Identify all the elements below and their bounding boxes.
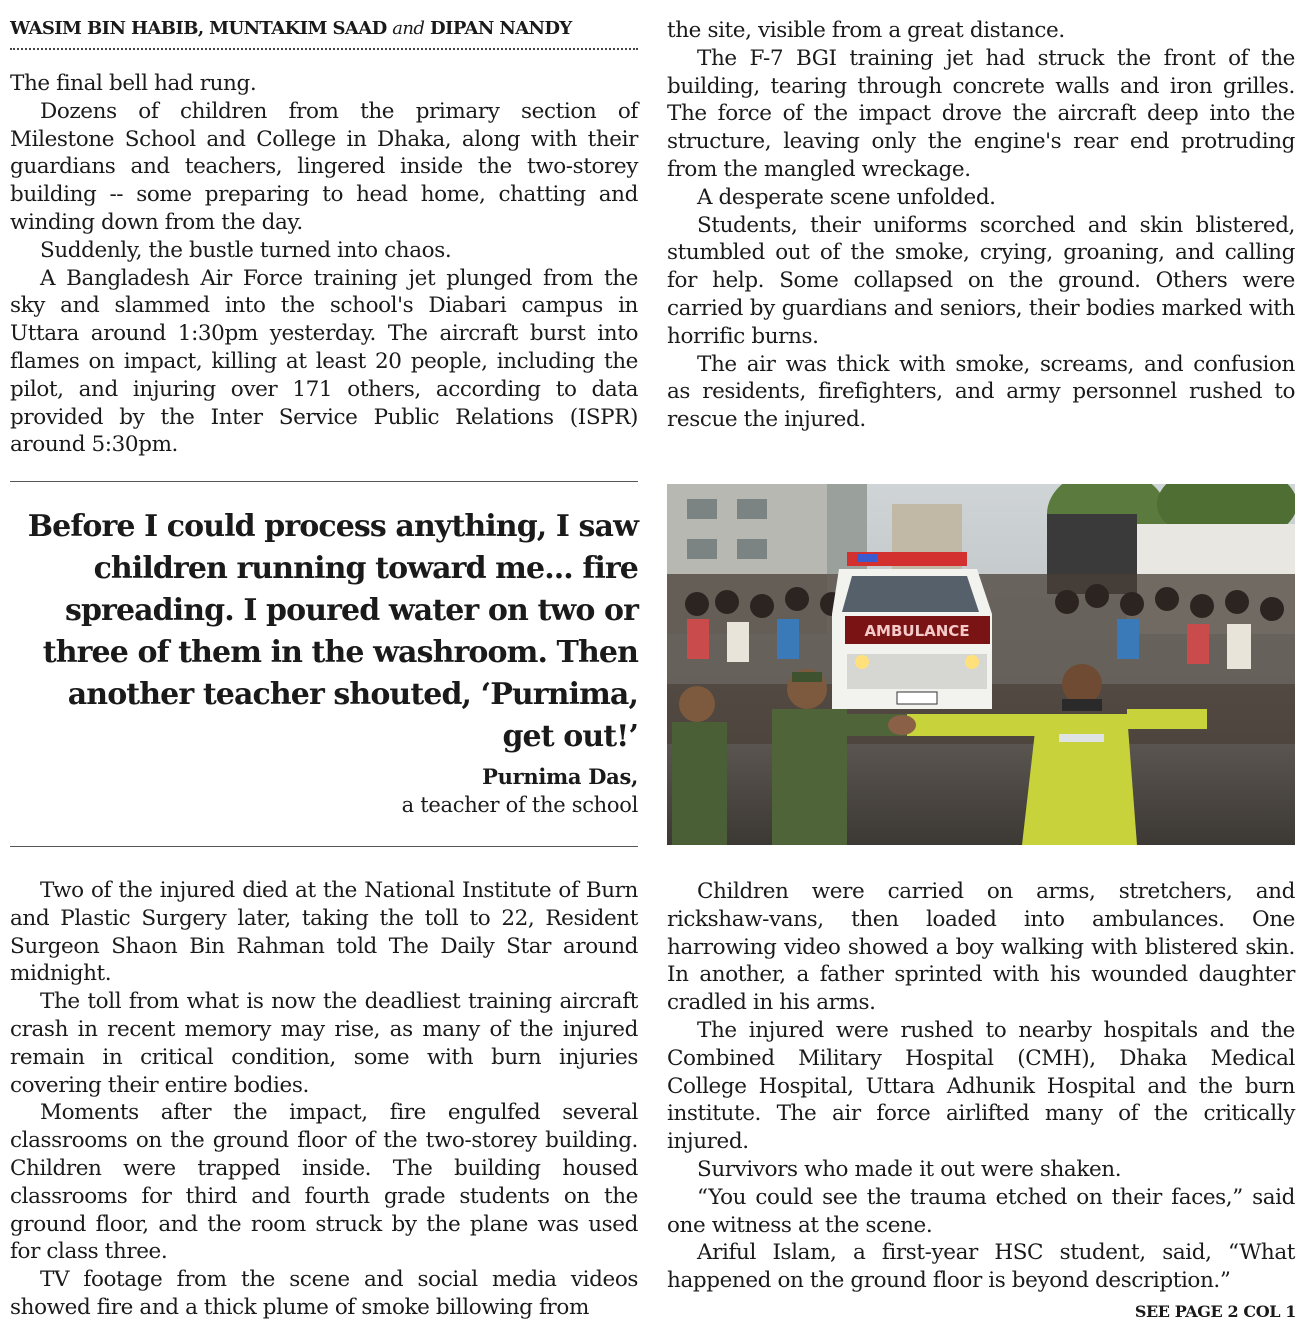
byline-authors-b: DIPAN NANDY <box>430 18 572 39</box>
paragraph: “You could see the trauma etched on their faces,” said one witness at the scene. <box>667 1184 1295 1238</box>
paragraph: Students, their uniforms scorched and skin blistered, stumbled out of the smoke, crying, groaning, and calling for help. Some collapsed on the ground. Others were carried by guardians and seniors, their bodies marked with horrific burns. <box>667 212 1295 349</box>
paragraph: A Bangladesh Air Force training jet plunged from the sky and slammed into the school's Diabari campus in Uttara around 1:30pm yesterday. The aircraft burst into flames on impact, killing at least 20 people, including the pilot, and injuring over 171 others, according to data provided by the Inter Service Public Relations (ISPR) around 5:30pm. <box>10 265 638 458</box>
paragraph: Moments after the impact, fire engulfed several classrooms on the ground floor of the two-storey building. Children were trapped inside. The building housed classrooms for third and fourth grade students on the ground floor, and the room struck by the plane was used for class three. <box>10 1100 638 1265</box>
paragraph: Survivors who made it out were shaken. <box>697 1156 1122 1182</box>
paragraph: The F-7 BGI training jet had struck the front of the building, tearing through concrete walls and iron grilles. The force of the impact drove the aircraft deep into the structure, leaving only the engine's rear end protruding from the mangled wreckage. <box>667 45 1295 182</box>
paragraph: The air was thick with smoke, screams, and confusion as residents, firefighters, and army personnel rushed to rescue the injured. <box>667 351 1295 433</box>
byline <box>10 18 638 50</box>
paragraph: the site, visible from a great distance. <box>667 18 1065 43</box>
photo-ambulance <box>832 552 992 709</box>
paragraph: The injured were rushed to nearby hospitals and the Combined Military Hospital (CMH), Dhaka Medical College Hospital, Uttara Adhunik Hospital and the burn institute. The air force airlifted many of the critically injured. <box>667 1017 1295 1155</box>
photo-ambulance-label: AMBULANCE <box>864 622 970 640</box>
byline-conjunction: and <box>392 18 425 39</box>
byline-authors-a: WASIM BIN HABIB, MUNTAKIM SAAD <box>10 18 387 39</box>
paragraph: A desperate scene unfolded. <box>697 184 996 210</box>
quote-speaker: Purnima Das, <box>482 764 638 789</box>
article-col1-bottom <box>10 877 638 1322</box>
quote-rule-bottom <box>10 846 638 847</box>
quote-speaker-role: a teacher of the school <box>401 793 638 817</box>
article-col2-top <box>667 17 1295 434</box>
paragraph: Suddenly, the bustle turned into chaos. <box>40 237 452 263</box>
paragraph: The final bell had rung. <box>10 71 257 96</box>
continuation-link[interactable]: SEE PAGE 2 COL 1 <box>1134 1302 1296 1321</box>
paragraph: The toll from what is now the deadliest training aircraft crash in recent memory may rise, as many of the injured remain in critical condition, some with burn injuries covering their entire bodies. <box>10 989 638 1098</box>
paragraph: Dozens of children from the primary section of Milestone School and College in Dhaka, along with their guardians and teachers, lingered inside the two-storey building -- some preparing to head home, chatting and winding down from the day. <box>10 98 638 235</box>
article-col2-bottom <box>667 878 1295 1295</box>
paragraph: TV footage from the scene and social media videos showed fire and a thick plume of smoke billowing from <box>10 1267 638 1320</box>
quote-rule-top <box>10 481 638 482</box>
quote-attribution <box>10 763 638 819</box>
paragraph: Children were carried on arms, stretchers, and rickshaw-vans, then loaded into ambulances. One harrowing video showed a boy walking with blistered skin. In another, a father sprinted with his wounded daughter cradled in his arms. <box>667 879 1295 1016</box>
paragraph: Ariful Islam, a first-year HSC student, said, “What happened on the ground floor is beyond description.” <box>667 1240 1295 1294</box>
news-photo <box>667 484 1295 845</box>
pull-quote: Before I could process anything, I saw children running toward me... fire spreading. I poured water on two or three of them in the washroom. Then another teacher shouted, ‘Purnima, get out!’ <box>27 509 638 754</box>
paragraph: Two of the injured died at the National Institute of Burn and Plastic Surgery later, taking the toll to 22, Resident Surgeon Shaon Bin Rahman told The Daily Star around midnight. <box>10 878 638 987</box>
article-col1-top <box>10 70 638 459</box>
